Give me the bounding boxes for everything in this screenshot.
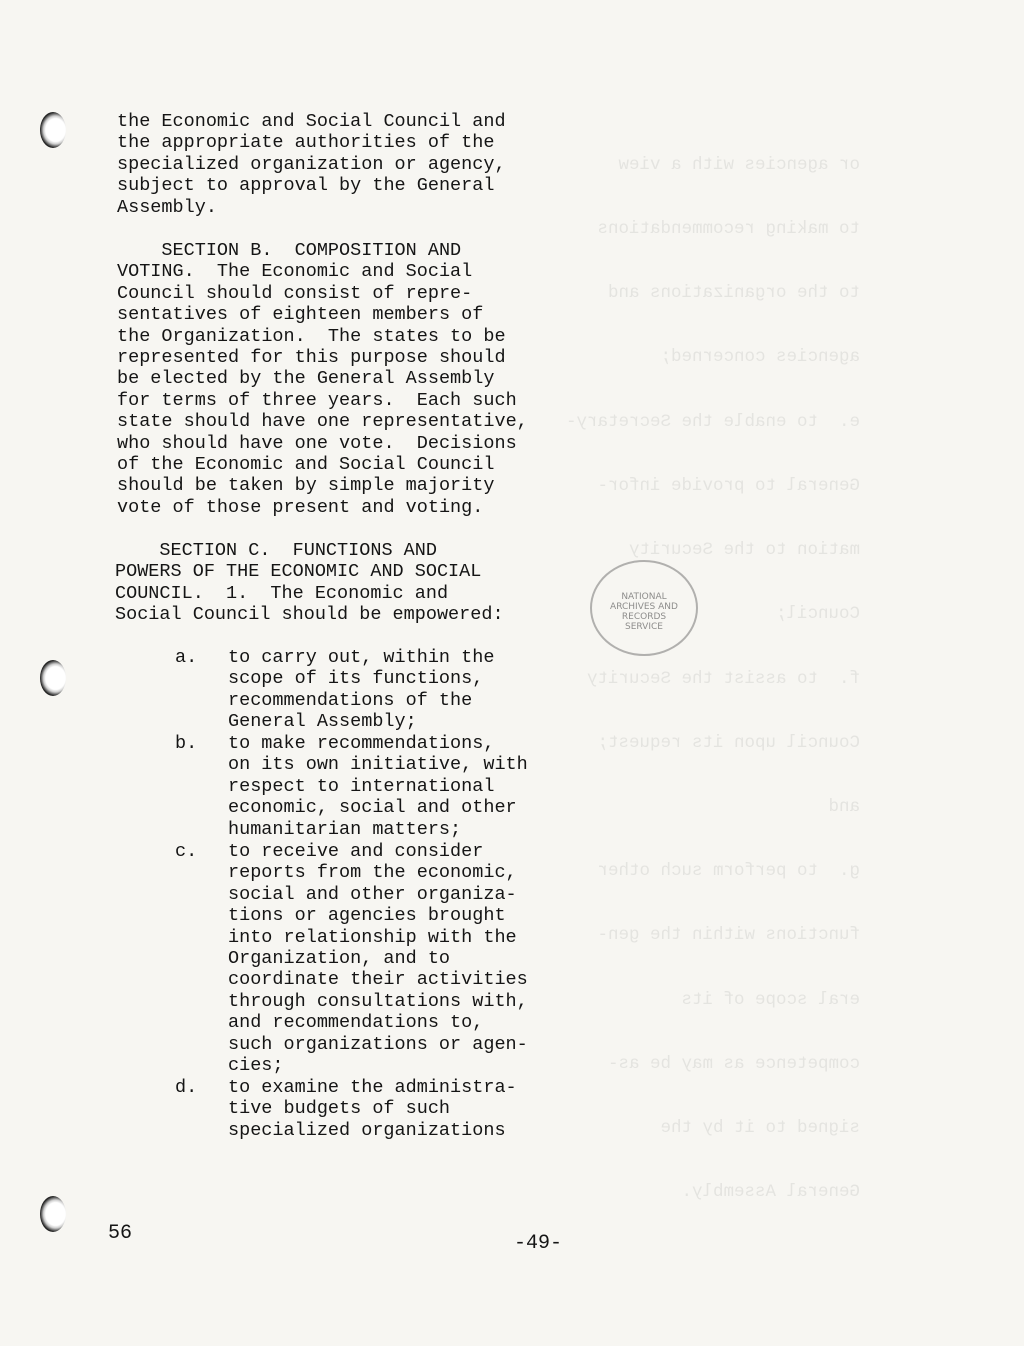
text-line: into relationship with the — [228, 926, 517, 948]
text-line: specialized organization or agency, — [117, 153, 506, 175]
text-line: Social Council should be empowered: — [115, 604, 504, 626]
text-line: through consultations with, — [228, 990, 528, 1012]
section-b-paragraph — [117, 240, 528, 518]
section-c-heading: SECTION C. FUNCTIONS AND — [115, 540, 437, 561]
text-line: respect to international — [228, 775, 495, 797]
text-line: the Economic and Social Council and — [117, 111, 506, 132]
text-line: the Organization. The states to be — [117, 325, 506, 347]
text-line: social and other organiza- — [228, 883, 517, 905]
text-line: on its own initiative, with — [228, 754, 528, 776]
punch-hole-bottom — [40, 1196, 66, 1232]
list-item-letter: b. — [175, 733, 198, 754]
text-line: economic, social and other — [228, 797, 517, 819]
list-item-letter: a. — [175, 647, 198, 668]
punch-hole-top — [40, 112, 66, 148]
list-item-letter: c. — [175, 841, 198, 862]
text-line: tive budgets of such — [228, 1098, 451, 1120]
stamp-text-1: NATIONAL — [621, 592, 667, 602]
text-line: should be taken by simple majority — [117, 475, 495, 497]
text-line: state should have one representative, — [117, 411, 528, 433]
text-line: for terms of three years. Each such — [117, 389, 517, 411]
text-line: COUNCIL. 1. The Economic and — [115, 582, 449, 604]
text-line: Assembly. — [117, 196, 217, 218]
document-number: 56 — [108, 1222, 133, 1245]
text-line: represented for this purpose should — [117, 347, 506, 369]
text-line: and recommendations to, — [228, 1012, 484, 1034]
text-line: tions or agencies brought — [228, 905, 506, 927]
text-line: humanitarian matters; — [228, 818, 462, 840]
text-line: the appropriate authorities of the — [117, 132, 495, 154]
text-line: recommendations of the — [228, 689, 473, 711]
intro-paragraph — [117, 111, 506, 218]
text-line: sentatives of eighteen members of — [117, 304, 484, 326]
text-line: to examine the administra- — [228, 1077, 517, 1098]
list-item-letter: d. — [175, 1077, 198, 1098]
text-line: General Assembly; — [228, 711, 417, 733]
text-line: of the Economic and Social Council — [117, 454, 495, 476]
text-line: Council should consist of repre- — [117, 282, 473, 304]
text-line: scope of its functions, — [228, 668, 484, 690]
text-line: coordinate their activities — [228, 969, 528, 991]
text-line: reports from the economic, — [228, 862, 517, 884]
bleed-through-text: or agencies with a view to making recommendations to the organizations and agencies concerned; e. to enable the Secretary- General to provide infor- mation to the Security Council; f. to assist the Security Council upon its request; and g. to perform such other functions within the gen- eral scope of its competence as may be as- signed to it by the General Assembly. — [565, 154, 860, 1203]
text-line: specialized organizations — [228, 1119, 506, 1141]
stamp-text-3: RECORDS — [621, 612, 667, 622]
text-line: cies; — [228, 1055, 284, 1077]
page-number: -49- — [514, 1232, 563, 1255]
stamp-text-4: SERVICE — [625, 622, 663, 632]
text-line: POWERS OF THE ECONOMIC AND SOCIAL — [115, 561, 482, 583]
text-line: to receive and consider — [228, 841, 484, 862]
stamp-text-2: ARCHIVES AND — [610, 602, 678, 612]
text-line: be elected by the General Assembly — [117, 368, 495, 390]
section-c-paragraph — [115, 540, 504, 626]
text-line: Organization, and to — [228, 948, 451, 970]
section-b-heading: SECTION B. COMPOSITION AND — [117, 240, 462, 261]
text-line: subject to approval by the General — [117, 175, 495, 197]
text-line: VOTING. The Economic and Social — [117, 261, 473, 283]
archives-stamp — [590, 560, 698, 656]
text-line: such organizations or agen- — [228, 1033, 528, 1055]
text-line: to make recommendations, — [228, 733, 495, 754]
punch-hole-middle — [40, 660, 66, 696]
text-line: vote of those present and voting. — [117, 496, 484, 518]
text-line: to carry out, within the — [228, 647, 495, 668]
text-line: who should have one vote. Decisions — [117, 432, 517, 454]
